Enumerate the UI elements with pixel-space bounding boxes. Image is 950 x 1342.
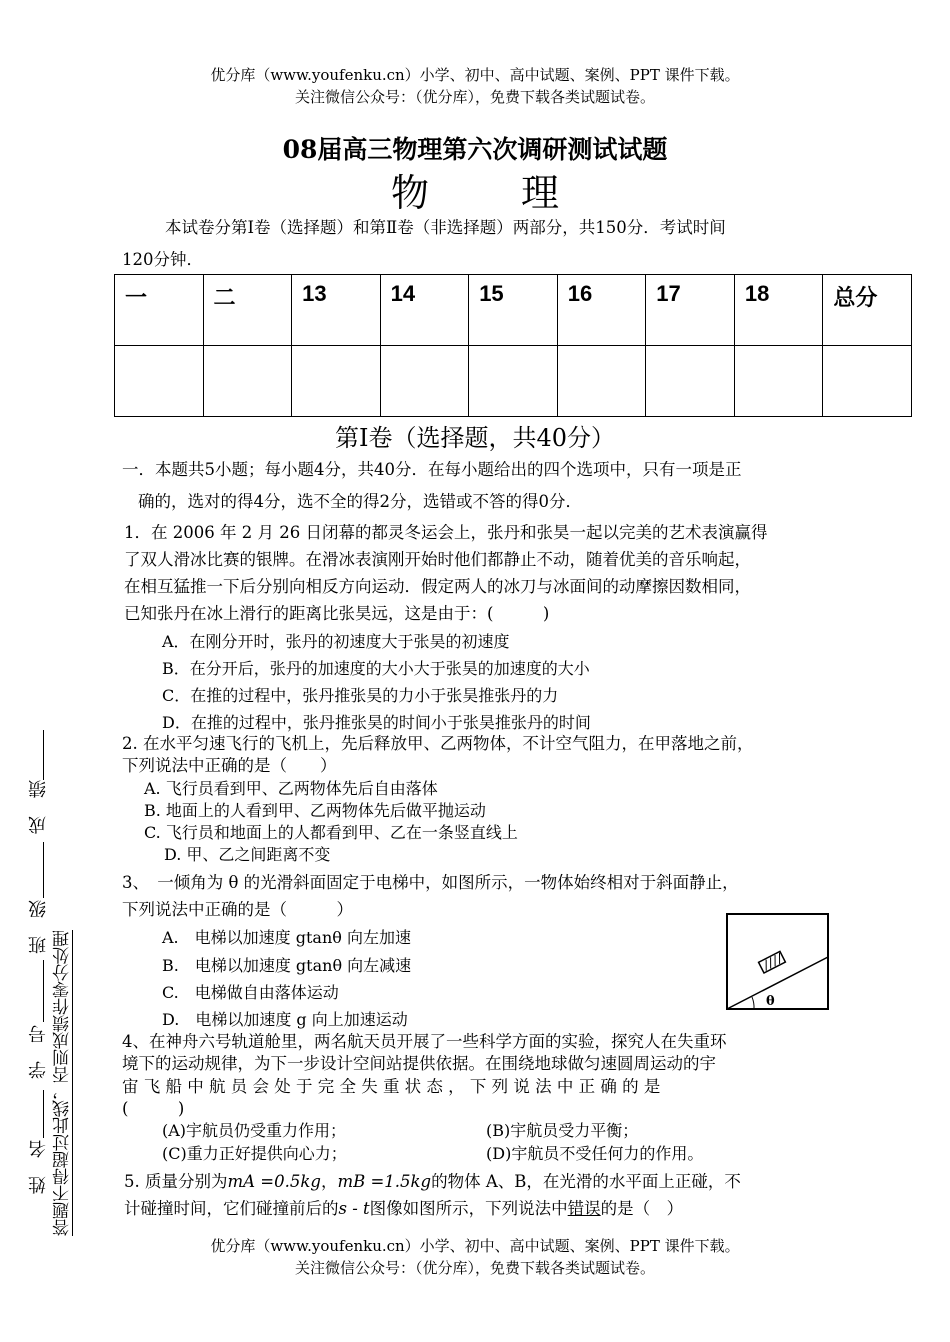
q1-option-a[interactable]: A．在刚分开时，张丹的初速度大于张昊的初速度 bbox=[162, 632, 510, 651]
mass-b: mB =1.5kg bbox=[337, 1172, 432, 1191]
q3-line: 下列说法中正确的是（ ） bbox=[122, 900, 353, 919]
score-label: 成 绩 bbox=[28, 780, 49, 834]
q4-option-b[interactable]: (B)宇航员受力平衡； bbox=[486, 1121, 639, 1140]
angle-arc bbox=[752, 997, 754, 1009]
q2-option-b[interactable]: B. 地面上的人看到甲、乙两物体先后做平抛运动 bbox=[144, 801, 486, 820]
score-header-cell: 15 bbox=[469, 275, 558, 346]
s-t-symbol: s - t bbox=[338, 1199, 370, 1218]
q3-option-d[interactable]: D. 电梯以加速度 g 向上加速运动 bbox=[162, 1010, 408, 1029]
class-label: 班 级 bbox=[28, 900, 49, 954]
score-header-cell: 13 bbox=[292, 275, 381, 346]
q4-line: ( ) bbox=[122, 1099, 185, 1118]
section-1-title: 第I卷（选择题，共40分） bbox=[334, 424, 616, 452]
score-value-cell[interactable] bbox=[734, 346, 823, 417]
q2-option-d[interactable]: D. 甲、乙之间距离不变 bbox=[164, 845, 331, 864]
q1-line: 1．在 2006 年 2 月 26 日闭幕的都灵冬运会上，张丹和张昊一起以完美的艺术表演赢得 bbox=[124, 523, 768, 542]
mass-a: mA =0.5kg bbox=[227, 1172, 321, 1191]
footer-line-2: 关注微信公众号：（优分库），免费下载各类试题试卷。 bbox=[294, 1259, 655, 1277]
score-table bbox=[114, 274, 912, 417]
score-header-cell: 18 bbox=[734, 275, 823, 346]
q2-line: 下列说法中正确的是（ ） bbox=[122, 756, 337, 775]
score-value-cell[interactable] bbox=[557, 346, 646, 417]
block-on-incline bbox=[759, 951, 786, 973]
score-value-cell[interactable] bbox=[823, 346, 912, 417]
score-table-value-row bbox=[115, 346, 912, 417]
score-header-cell: 二 bbox=[203, 275, 292, 346]
seal-line-warning: 答题不得超过此线，否则成绩作零分处理 bbox=[53, 930, 73, 1236]
exam-title: 08届高三物理第六次调研测试试题 bbox=[282, 135, 668, 164]
q1-option-c[interactable]: C．在推的过程中，张丹推张昊的力小于张昊推张丹的力 bbox=[162, 686, 559, 705]
header-line-1: 优分库（www.youfenku.cn）小学、初中、高中试题、案例、PPT 课件下载。 bbox=[210, 66, 740, 84]
subject-title: 物 理 bbox=[390, 171, 600, 215]
emphasis-error: 错误 bbox=[567, 1199, 601, 1218]
q5-text: 计碰撞时间，它们碰撞前后的 bbox=[124, 1199, 339, 1218]
theta-label: θ bbox=[766, 994, 775, 1009]
score-table-header-row bbox=[115, 275, 912, 346]
score-header-cell: 16 bbox=[557, 275, 646, 346]
q3-option-b[interactable]: B. 电梯以加速度 gtanθ 向左减速 bbox=[162, 956, 412, 975]
incline-elevator-figure bbox=[726, 913, 830, 1011]
q5-text: 图像如图所示，下列说法中 bbox=[369, 1199, 568, 1218]
intro-line-1: 本试卷分第Ⅰ卷（选择题）和第Ⅱ卷（非选择题）两部分，共150分．考试时间 bbox=[165, 218, 726, 237]
q2-option-a[interactable]: A. 飞行员看到甲、乙两物体先后自由落体 bbox=[144, 779, 438, 798]
score-header-cell: 17 bbox=[646, 275, 735, 346]
q4-line: 境下的运动规律，为下一步设计空间站提供依据。在围绕地球做匀速圆周运动的宇 bbox=[122, 1054, 716, 1073]
instructions-line-1: 一．本题共5小题；每小题4分，共40分．在每小题给出的四个选项中，只有一项是正 bbox=[122, 460, 742, 479]
q3-option-a[interactable]: A. 电梯以加速度 gtanθ 向左加速 bbox=[162, 928, 411, 947]
score-header-cell: 总分 bbox=[823, 275, 912, 346]
q1-line: 已知张丹在冰上滑行的距离比张昊远，这是由于：( ) bbox=[124, 604, 550, 623]
class-blank-line bbox=[43, 842, 44, 898]
q4-option-d[interactable]: (D)宇航员不受任何力的作用。 bbox=[486, 1144, 704, 1163]
q3-line: 3、 一倾角为 θ 的光滑斜面固定于电梯中，如图所示，一物体始终相对于斜面静止， bbox=[122, 873, 739, 892]
q4-option-c[interactable]: (C)重力正好提供向心力； bbox=[162, 1144, 347, 1163]
score-value-cell[interactable] bbox=[646, 346, 735, 417]
student-no-blank-line bbox=[43, 960, 44, 1022]
q5-line-2 bbox=[124, 1195, 683, 1222]
q5-line-1 bbox=[124, 1168, 741, 1195]
q5-text: 5. 质量分别为 bbox=[124, 1172, 228, 1191]
q2-line: 2. 在水平匀速飞行的飞机上，先后释放甲、乙两物体，不计空气阻力，在甲落地之前， bbox=[122, 734, 754, 753]
q5-text: 的物体 A、B，在光滑的水平面上正碰，不 bbox=[431, 1172, 741, 1191]
footer-line-1: 优分库（www.youfenku.cn）小学、初中、高中试题、案例、PPT 课件下载。 bbox=[210, 1237, 740, 1255]
q1-option-b[interactable]: B．在分开后，张丹的加速度的大小大于张昊的加速度的大小 bbox=[162, 659, 590, 678]
q1-line: 了双人滑冰比赛的银牌。在滑冰表演刚开始时他们都静止不动，随着优美的音乐响起， bbox=[124, 550, 751, 569]
name-blank-line bbox=[43, 1090, 44, 1138]
header-line-2: 关注微信公众号：（优分库），免费下载各类试题试卷。 bbox=[294, 88, 655, 106]
score-value-cell[interactable] bbox=[380, 346, 469, 417]
intro-line-2: 120分钟． bbox=[122, 250, 203, 269]
score-header-cell: 一 bbox=[115, 275, 204, 346]
q2-option-c[interactable]: C. 飞行员和地面上的人都看到甲、乙在一条竖直线上 bbox=[144, 823, 518, 842]
score-value-cell[interactable] bbox=[292, 346, 381, 417]
q3-option-c[interactable]: C. 电梯做自由落体运动 bbox=[162, 983, 339, 1002]
name-label: 姓 名 bbox=[28, 1140, 49, 1194]
score-blank-line bbox=[43, 730, 44, 780]
q4-line: 宙 飞 船 中 航 员 会 处 于 完 全 失 重 状 态 ， 下 列 说 法 中 正 确 的 是 bbox=[122, 1077, 661, 1096]
q1-option-d[interactable]: D．在推的过程中，张丹推张昊的时间小于张昊推张丹的时间 bbox=[162, 713, 591, 732]
q4-line: 4、在神舟六号轨道舱里，两名航天员开展了一些科学方面的实验，探究人在失重环 bbox=[122, 1032, 727, 1051]
q5-sep: ， bbox=[320, 1172, 338, 1191]
score-header-cell: 14 bbox=[380, 275, 469, 346]
q5-text: 的是（ ） bbox=[600, 1199, 684, 1218]
score-value-cell[interactable] bbox=[115, 346, 204, 417]
instructions-line-2: 确的，选对的得4分，选不全的得2分，选错或不答的得0分． bbox=[138, 492, 582, 511]
student-no-label: 学 号 bbox=[28, 1025, 49, 1079]
score-value-cell[interactable] bbox=[203, 346, 292, 417]
q4-option-a[interactable]: (A)宇航员仍受重力作用； bbox=[162, 1121, 347, 1140]
score-value-cell[interactable] bbox=[469, 346, 558, 417]
q1-line: 在相互猛推一下后分别向相反方向运动．假定两人的冰刀与冰面间的动摩擦因数相同， bbox=[124, 577, 751, 596]
